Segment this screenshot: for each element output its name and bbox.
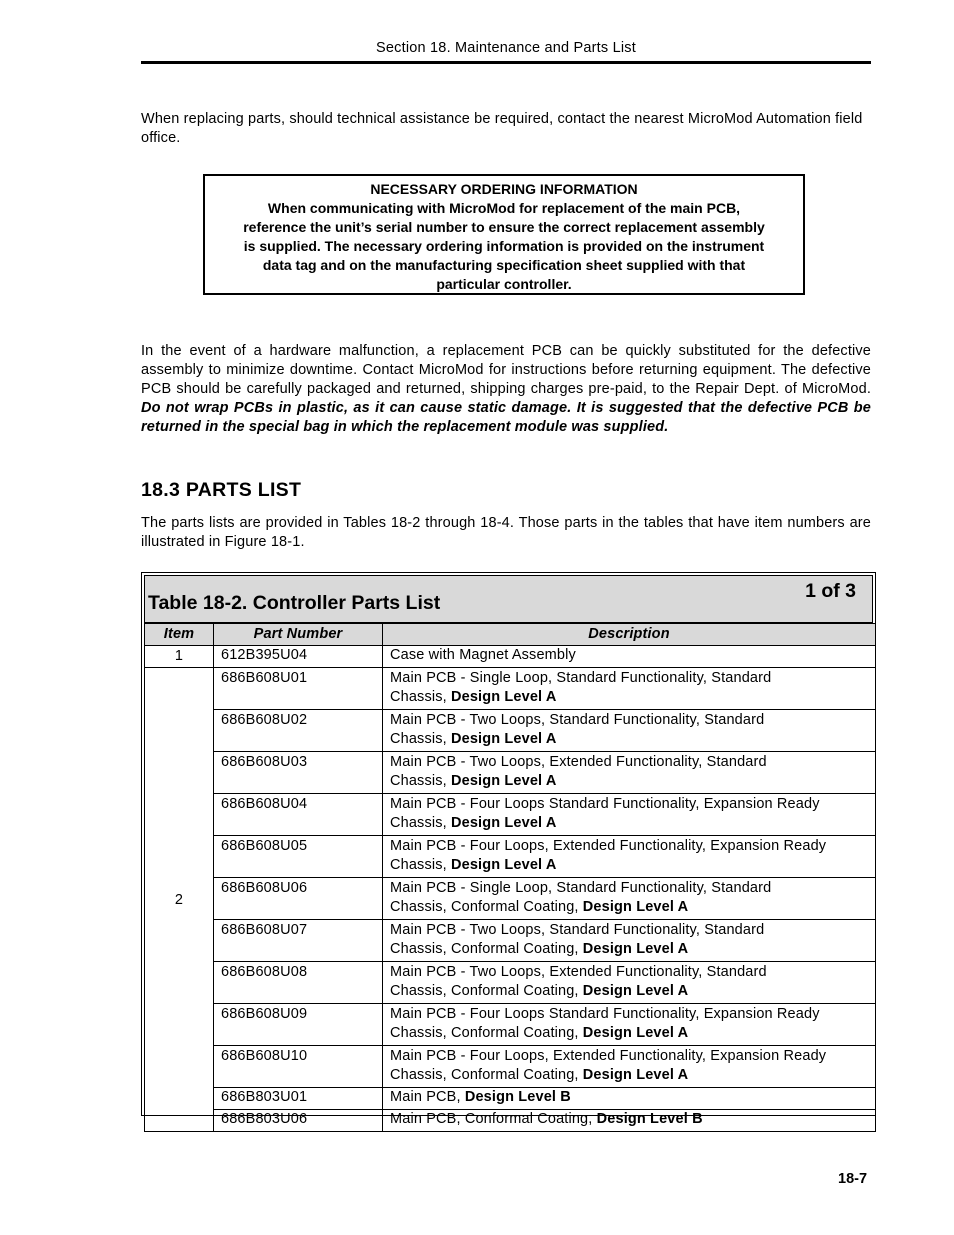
design-level: Design Level A <box>450 731 557 747</box>
notice-title: NECESSARY ORDERING INFORMATION <box>370 181 638 197</box>
description-line-1: Main PCB - Two Loops, Extended Functionality, Standard <box>390 964 767 980</box>
design-level: Design Level A <box>582 983 689 999</box>
design-level: Design Level A <box>450 815 557 831</box>
table-title: Table 18-2. Controller Parts List <box>148 592 441 614</box>
part-number-cell: 612B395U04 <box>214 646 383 668</box>
description-line-1: Main PCB - Two Loops, Standard Functionality, Standard <box>390 712 765 728</box>
notice-line-4: data tag and on the manufacturing specification sheet supplied with that <box>262 257 746 273</box>
table-row <box>145 1046 876 1088</box>
description-text: Case with Magnet Assembly <box>390 647 576 663</box>
part-number-cell: 686B608U02 <box>214 710 383 752</box>
description-line-1: Main PCB - Four Loops, Extended Functionality, Expansion Ready <box>390 1048 827 1064</box>
ordering-notice-box <box>203 174 805 295</box>
table-row <box>145 646 876 668</box>
description-cell <box>383 668 876 710</box>
column-header-item: Item <box>145 624 214 646</box>
parts-table-frame <box>141 572 876 1127</box>
parts-table <box>144 623 876 1132</box>
description-cell <box>383 1046 876 1088</box>
item-cell: 1 <box>145 646 214 668</box>
design-level: Design Level A <box>450 857 557 873</box>
description-line-2: Chassis, Conformal Coating, <box>390 941 583 957</box>
table-row <box>145 752 876 794</box>
design-level: Design Level B <box>596 1111 703 1127</box>
part-number-cell: 686B608U09 <box>214 1004 383 1046</box>
description-cell <box>383 878 876 920</box>
description-line-1: Main PCB - Two Loops, Extended Functionality, Standard <box>390 754 767 770</box>
description-cell <box>383 752 876 794</box>
column-header-part-number: Part Number <box>214 624 383 646</box>
description-line-1: Main PCB - Four Loops Standard Functionality, Expansion Ready <box>390 1006 820 1022</box>
description-line-2: Chassis, <box>390 773 451 789</box>
description-cell <box>383 646 876 668</box>
table-row <box>145 668 876 710</box>
table-row <box>145 1110 876 1132</box>
description-cell <box>383 920 876 962</box>
part-number-cell: 686B608U07 <box>214 920 383 962</box>
design-level: Design Level A <box>582 941 689 957</box>
table-row <box>145 962 876 1004</box>
table-page-indicator: 1 of 3 <box>805 580 856 602</box>
description-cell <box>383 836 876 878</box>
intro-paragraph: When replacing parts, should technical assistance be required, contact the nearest MicroMod Automation field office. <box>141 111 863 146</box>
description-cell <box>383 1088 876 1110</box>
design-level: Design Level A <box>582 1025 689 1041</box>
part-number-cell: 686B608U08 <box>214 962 383 1004</box>
description-cell <box>383 1004 876 1046</box>
table-header-band <box>144 575 873 623</box>
description-line-2: Chassis, <box>390 689 451 705</box>
design-level: Design Level A <box>450 773 557 789</box>
page-number: 18-7 <box>838 1171 868 1187</box>
item-cell: 2 <box>145 668 214 1132</box>
section-paragraph: The parts lists are provided in Tables 18-2 through 18-4. Those parts in the tables that have item numbers are illustrated in Figure 18-1. <box>141 515 871 550</box>
design-level: Design Level A <box>450 689 557 705</box>
page-header: Section 18. Maintenance and Parts List <box>376 40 636 56</box>
column-header-description: Description <box>383 624 876 646</box>
part-number-cell: 686B803U01 <box>214 1088 383 1110</box>
description-line-1: Main PCB - Two Loops, Standard Functionality, Standard <box>390 922 765 938</box>
description-cell <box>383 710 876 752</box>
table-row <box>145 1004 876 1046</box>
part-number-cell: 686B608U01 <box>214 668 383 710</box>
description-text: Main PCB, <box>390 1089 465 1105</box>
description-text: Main PCB, Conformal Coating, <box>390 1111 597 1127</box>
description-cell <box>383 962 876 1004</box>
table-row <box>145 878 876 920</box>
description-line-2: Chassis, <box>390 731 451 747</box>
design-level: Design Level B <box>464 1089 571 1105</box>
design-level: Design Level A <box>582 899 689 915</box>
malfunction-paragraph <box>141 342 871 437</box>
table-row <box>145 710 876 752</box>
description-line-2: Chassis, Conformal Coating, <box>390 1067 583 1083</box>
description-line-2: Chassis, <box>390 857 451 873</box>
notice-line-5: particular controller. <box>436 276 572 292</box>
table-row <box>145 1088 876 1110</box>
description-line-1: Main PCB - Four Loops Standard Functionality, Expansion Ready <box>390 796 820 812</box>
malfunction-text: In the event of a hardware malfunction, a replacement PCB can be quickly substituted for the defective assembly to minimize downtime. Contact MicroMod for instructions before returning equipment. The defective PCB should be carefully packaged and returned, shipping charges pre-paid, to the Repair Dept. of MicroMod. <box>141 343 871 397</box>
notice-line-3: is supplied. The necessary ordering information is provided on the instrument <box>243 238 765 254</box>
description-line-1: Main PCB - Four Loops, Extended Functionality, Expansion Ready <box>390 838 827 854</box>
description-line-2: Chassis, <box>390 815 451 831</box>
description-line-2: Chassis, Conformal Coating, <box>390 1025 583 1041</box>
header-rule <box>141 61 871 64</box>
description-cell <box>383 794 876 836</box>
notice-line-2: reference the unit’s serial number to ensure the correct replacement assembly <box>243 219 765 235</box>
part-number-cell: 686B608U03 <box>214 752 383 794</box>
design-level: Design Level A <box>582 1067 689 1083</box>
part-number-cell: 686B608U04 <box>214 794 383 836</box>
description-line-1: Main PCB - Single Loop, Standard Functionality, Standard <box>390 670 772 686</box>
notice-line-1: When communicating with MicroMod for replacement of the main PCB, <box>267 200 741 216</box>
part-number-cell: 686B608U10 <box>214 1046 383 1088</box>
table-row <box>145 920 876 962</box>
section-heading: 18.3 PARTS LIST <box>141 479 302 501</box>
table-row <box>145 836 876 878</box>
table-row <box>145 794 876 836</box>
description-line-2: Chassis, Conformal Coating, <box>390 899 583 915</box>
description-line-2: Chassis, Conformal Coating, <box>390 983 583 999</box>
malfunction-warning: Do not wrap PCBs in plastic, as it can cause static damage. It is suggested that the defective PCB be returned in the special bag in which the replacement module was supplied. <box>141 400 871 435</box>
part-number-cell: 686B608U06 <box>214 878 383 920</box>
description-cell <box>383 1110 876 1132</box>
part-number-cell: 686B608U05 <box>214 836 383 878</box>
part-number-cell: 686B803U06 <box>214 1110 383 1132</box>
description-line-1: Main PCB - Single Loop, Standard Functionality, Standard <box>390 880 772 896</box>
